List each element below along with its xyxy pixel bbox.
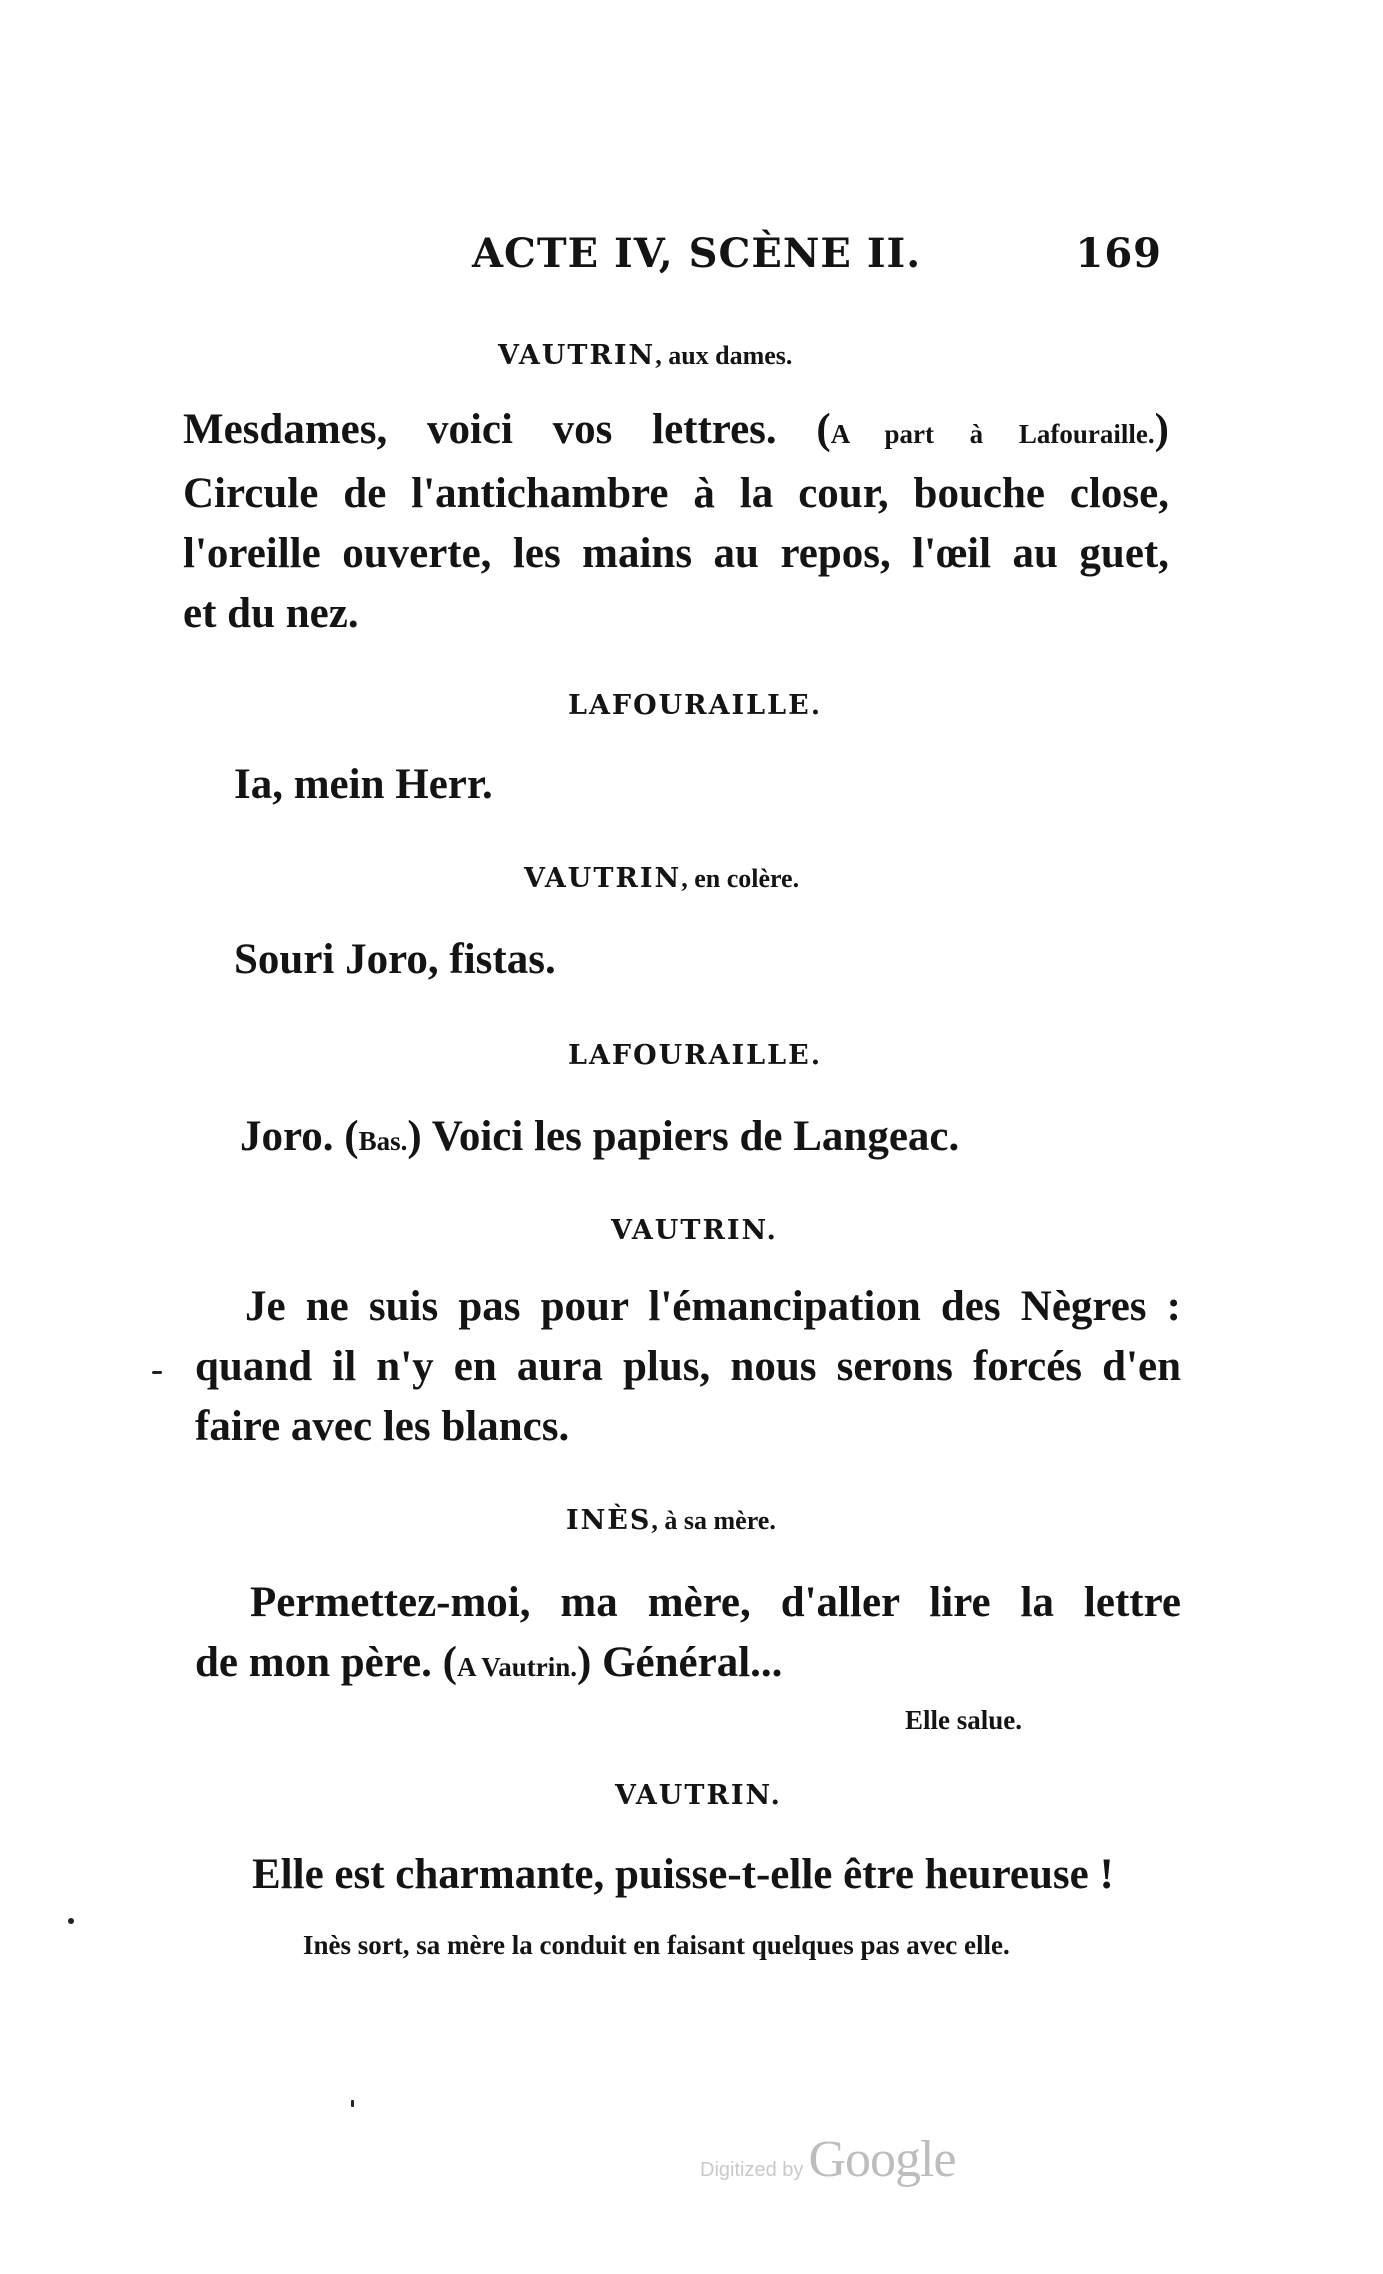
speech-line: Mesdames, voici vos lettres. (A part à Lafouraille.) <box>183 406 1169 453</box>
speaker-heading: VAUTRIN. <box>611 1215 778 1246</box>
speech-block <box>195 1573 1181 1697</box>
speech-line: faire avec les blancs. <box>195 1403 570 1450</box>
speech-block <box>195 1277 1181 1457</box>
speech-line: quand il n'y en aura plus, nous serons forcés d'en <box>195 1343 1181 1390</box>
google-logo: Google <box>808 2131 956 2188</box>
speech-line: l'oreille ouverte, les mains au repos, l'œil au guet, <box>183 530 1169 577</box>
aside-direction: A Vautrin. <box>456 1652 578 1682</box>
speech-line: Elle est charmante, puisse-t-elle être heureuse ! <box>252 1851 1114 1898</box>
stage-direction: Inès sort, sa mère la conduit en faisant quelques pas avec elle. <box>303 1930 1010 1960</box>
running-head-title: ACTE IV, SCÈNE II. <box>472 230 922 277</box>
digitization-watermark <box>700 2130 956 2189</box>
speaker-direction: , aux dames. <box>655 341 793 370</box>
watermark-prefix: Digitized by <box>700 2159 804 2181</box>
speech-line: Souri Joro, fistas. <box>234 936 556 983</box>
scan-speck <box>68 1918 74 1924</box>
scan-speck <box>351 2100 354 2107</box>
speech-line: Joro. (Bas.) Voici les papiers de Langeac. <box>240 1113 960 1160</box>
scan-speck <box>152 1371 162 1374</box>
speaker-name: VAUTRIN <box>524 863 682 894</box>
speaker-heading: LAFOURAILLE. <box>568 690 823 721</box>
speech-line: Ia, mein Herr. <box>234 761 493 808</box>
speaker-direction: , en colère. <box>681 864 800 893</box>
speech-line: de mon père. (A Vautrin.) Général... <box>195 1639 783 1686</box>
speech-line: Je ne suis pas pour l'émancipation des Nègres : <box>245 1283 1181 1330</box>
stage-direction: Elle salue. <box>905 1705 1023 1735</box>
speaker-direction: , à sa mère. <box>651 1506 776 1535</box>
speech-line: et du nez. <box>183 590 359 637</box>
speaker-name: INÈS <box>566 1505 652 1536</box>
speaker-heading: LAFOURAILLE. <box>568 1040 823 1071</box>
speaker-name: VAUTRIN <box>498 340 656 371</box>
speaker-heading <box>566 1505 776 1536</box>
speaker-heading: VAUTRIN. <box>615 1780 782 1811</box>
aside-direction: Bas. <box>358 1126 408 1156</box>
speech-line: Permettez-moi, ma mère, d'aller lire la lettre <box>250 1579 1181 1626</box>
speech-block <box>183 400 1169 644</box>
page-number: 169 <box>1075 230 1162 277</box>
speaker-heading <box>524 863 799 894</box>
speech-line: Circule de l'antichambre à la cour, bouche close, <box>183 470 1169 517</box>
aside-direction: A part à Lafouraille. <box>830 419 1155 449</box>
speaker-heading <box>498 340 792 371</box>
